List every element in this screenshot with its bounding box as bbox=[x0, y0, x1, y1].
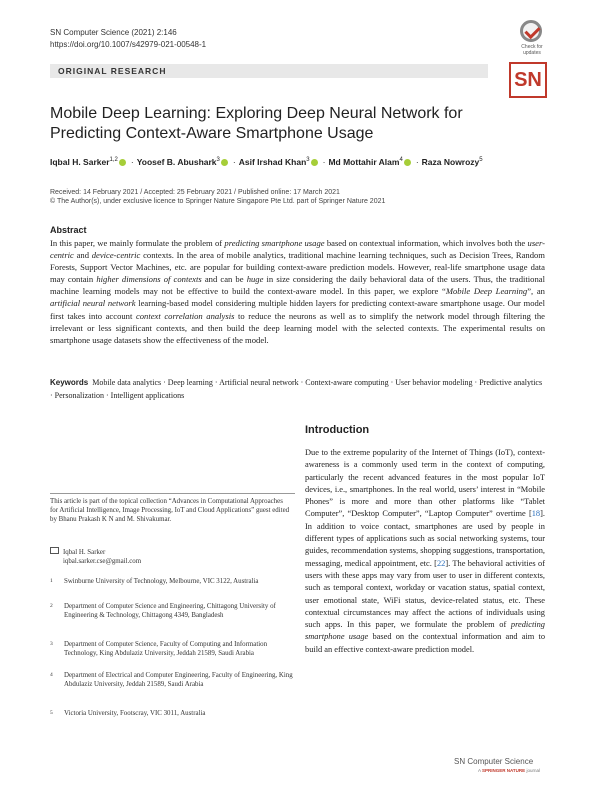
abstract-body: In this paper, we mainly formulate the problem of predicting smartphone usage based on contextual information, which involves both the user-centric and device-centric contexts. In the area of mobile analytics, traditional machine learning techniques, such as Decision Trees, Random Forests, Support Vector Machines, etc. are popular for building context-aware prediction models. However, real-life smartphone usage data may contain higher dimensions of contexts and can be huge in size considering the daily behavioral data of the users. Thus, the traditional machine learning models may not be effective to build the context-aware model. In this paper, we explore “Mobile Deep Learning”, an artificial neural network learning-based model considering multiple hidden layers for predicting context-aware smartphone usage. Our model first takes into account context correlation analysis to reduce the neurons as well as to simplify the network model through filtering the irrelevant or less significant contexts, and then build the deep learning model with the selected contexts. The experimental results on smartphone usage datasets show the effectiveness of the model. bbox=[50, 238, 546, 345]
author-separator: · bbox=[415, 157, 419, 167]
emphasis: context correlation analysis bbox=[135, 310, 235, 321]
abstract-heading: Abstract bbox=[50, 225, 87, 235]
affiliation-number: 4 bbox=[50, 672, 53, 678]
affiliation-item bbox=[50, 709, 295, 718]
emphasis: predicting smartphone usage bbox=[224, 238, 325, 248]
copyright-notice: © The Author(s), under exclusive licence to Springer Nature Singapore Pte Ltd. part of Springer Nature 2021 bbox=[50, 198, 386, 205]
keywords bbox=[50, 376, 545, 402]
author-list bbox=[50, 157, 550, 167]
correspondence-block bbox=[50, 547, 295, 566]
affiliation-text: Department of Electrical and Computer Engineering, Faculty of Engineering, King Abdulaziz University, Jeddah 21589, Saudi Arabia bbox=[64, 672, 293, 688]
author-affil-sup: 1,2 bbox=[109, 157, 118, 164]
orcid-icon[interactable] bbox=[119, 159, 126, 166]
author-name[interactable]: Raza Nowrozy$^5$ bbox=[421, 157, 483, 167]
section-label: ORIGINAL RESEARCH bbox=[58, 66, 167, 76]
affiliation-text: Department of Computer Science and Engineering, Chittagong University of Engineering & Technology, Chittagong 4349, Bangladesh bbox=[64, 603, 276, 619]
affiliation-number: 1 bbox=[50, 578, 53, 584]
author-separator: · bbox=[130, 157, 134, 167]
affiliation-item bbox=[50, 640, 295, 658]
emphasis: user-centric bbox=[50, 238, 546, 261]
author-affil-sup: 3 bbox=[216, 157, 220, 164]
affiliation-text: Department of Computer Science, Faculty of Computing and Information Technology, King Abdulaziz University, Jeddah 21589, Saudi Arabia bbox=[64, 641, 268, 657]
footer-sub-suffix: journal bbox=[525, 768, 540, 773]
citation-link[interactable]: 22 bbox=[436, 558, 446, 568]
citation-link[interactable]: 18 bbox=[531, 509, 541, 519]
orcid-icon[interactable] bbox=[221, 159, 228, 166]
introduction-heading: Introduction bbox=[305, 424, 370, 436]
footer-journal-brand: SN Computer Science bbox=[454, 757, 534, 766]
doi-link[interactable]: https://doi.org/10.1007/s42979-021-00548-1 bbox=[50, 40, 207, 49]
author-affil-sup: 3 bbox=[306, 157, 310, 164]
author-separator: · bbox=[232, 157, 236, 167]
author-name[interactable]: Md Mottahir Alam$^4$ bbox=[328, 157, 403, 167]
author-name[interactable]: Iqbal H. Sarker$^{1,2}$ bbox=[50, 157, 118, 167]
article-title: Mobile Deep Learning: Exploring Deep Neural Network for Predicting Context-Aware Smartphone Usage bbox=[50, 105, 463, 142]
emphasis: Mobile Deep Learning bbox=[445, 286, 528, 297]
author-name[interactable]: Yoosef B. Abushark$^3$ bbox=[136, 157, 220, 167]
footer-publisher-line bbox=[478, 768, 540, 773]
affiliation-item bbox=[50, 602, 295, 620]
emphasis: device-centric bbox=[91, 250, 141, 261]
check-for-updates-badge[interactable] bbox=[512, 20, 552, 64]
emphasis: higher dimensions of contexts bbox=[96, 274, 202, 285]
emphasis: huge bbox=[246, 274, 264, 285]
affiliation-text: Swinburne University of Technology, Melbourne, VIC 3122, Australia bbox=[64, 578, 259, 585]
affiliation-text: Victoria University, Footscray, VIC 3011, Australia bbox=[64, 710, 206, 717]
publication-dates: Received: 14 February 2021 / Accepted: 25 February 2021 / Published online: 17 March 2021 bbox=[50, 189, 340, 196]
footer-sub-prefix: A bbox=[478, 768, 483, 773]
correspondence-email[interactable]: iqbal.sarker.cse@gmail.com bbox=[63, 558, 142, 565]
emphasis: predicting smartphone usage bbox=[305, 620, 545, 642]
sn-logo: SN bbox=[509, 62, 547, 98]
emphasis: artificial neural network bbox=[50, 298, 136, 309]
orcid-icon[interactable] bbox=[311, 159, 318, 166]
keywords-text: Mobile data analytics · Deep learning · Artificial neural network · Context-aware computing · User behavior modeling · Predictive analytics · Personalization · Intelligent applications bbox=[50, 378, 543, 400]
affiliation-item bbox=[50, 671, 295, 689]
journal-citation: SN Computer Science (2021) 2:146 bbox=[50, 28, 177, 37]
author-name[interactable]: Asif Irshad Khan$^3$ bbox=[238, 157, 310, 167]
author-affil-sup: 5 bbox=[479, 157, 483, 164]
topical-collection-note: This article is part of the topical collection “Advances in Computational Approaches for Artificial Intelligence, Image Processing, IoT and Cloud Applications” guest edited by Bhanu Prakash K N and M. Shivakumar. bbox=[50, 498, 290, 523]
keywords-label: Keywords bbox=[50, 378, 89, 387]
author-affil-sup: 4 bbox=[399, 157, 403, 164]
envelope-icon bbox=[50, 547, 59, 554]
orcid-icon[interactable] bbox=[404, 159, 411, 166]
affiliation-number: 2 bbox=[50, 603, 53, 609]
correspondence-name: Iqbal H. Sarker bbox=[63, 549, 106, 556]
affiliation-number: 3 bbox=[50, 641, 53, 647]
affiliation-number: 5 bbox=[50, 710, 53, 716]
affiliation-item bbox=[50, 577, 295, 586]
check-updates-label: Check for updates bbox=[521, 44, 543, 56]
footnote-divider bbox=[50, 493, 295, 494]
introduction-body: Due to the extreme popularity of the Internet of Things (IoT), context-awareness is a commonly used term in the context of computing, particularly the recent advanced features in the most popular IoT devices, i.e., smartphones. In the real world, users’ interest in “Mobile Phones” is more and more than other platforms like “Tablet Computer”, “Desktop Computer”, “Laptop Computer” overtime [18]. In addition to voice contact, smartphones are used by people in different types of applications such as social networking systems, tour guides, recommendation systems, shopping suggestions, transportation, messaging, medical appointment, etc. [22]. The behavioral activities of users with these apps may vary from user to user in different contexts, such as temporal context, workday or vacation status, spatial context, user emotional state, WiFi status, device-related status, etc. These contextual circumstances may affect the actions of individuals using such apps. In this paper, we formulate the problem of predicting smartphone usage based on the contextual information and aim to build an effective context-aware prediction model. bbox=[305, 448, 546, 654]
author-separator: · bbox=[322, 157, 326, 167]
footer-sub-brand: SPRINGER NATURE bbox=[482, 768, 526, 773]
check-updates-icon bbox=[520, 20, 542, 42]
